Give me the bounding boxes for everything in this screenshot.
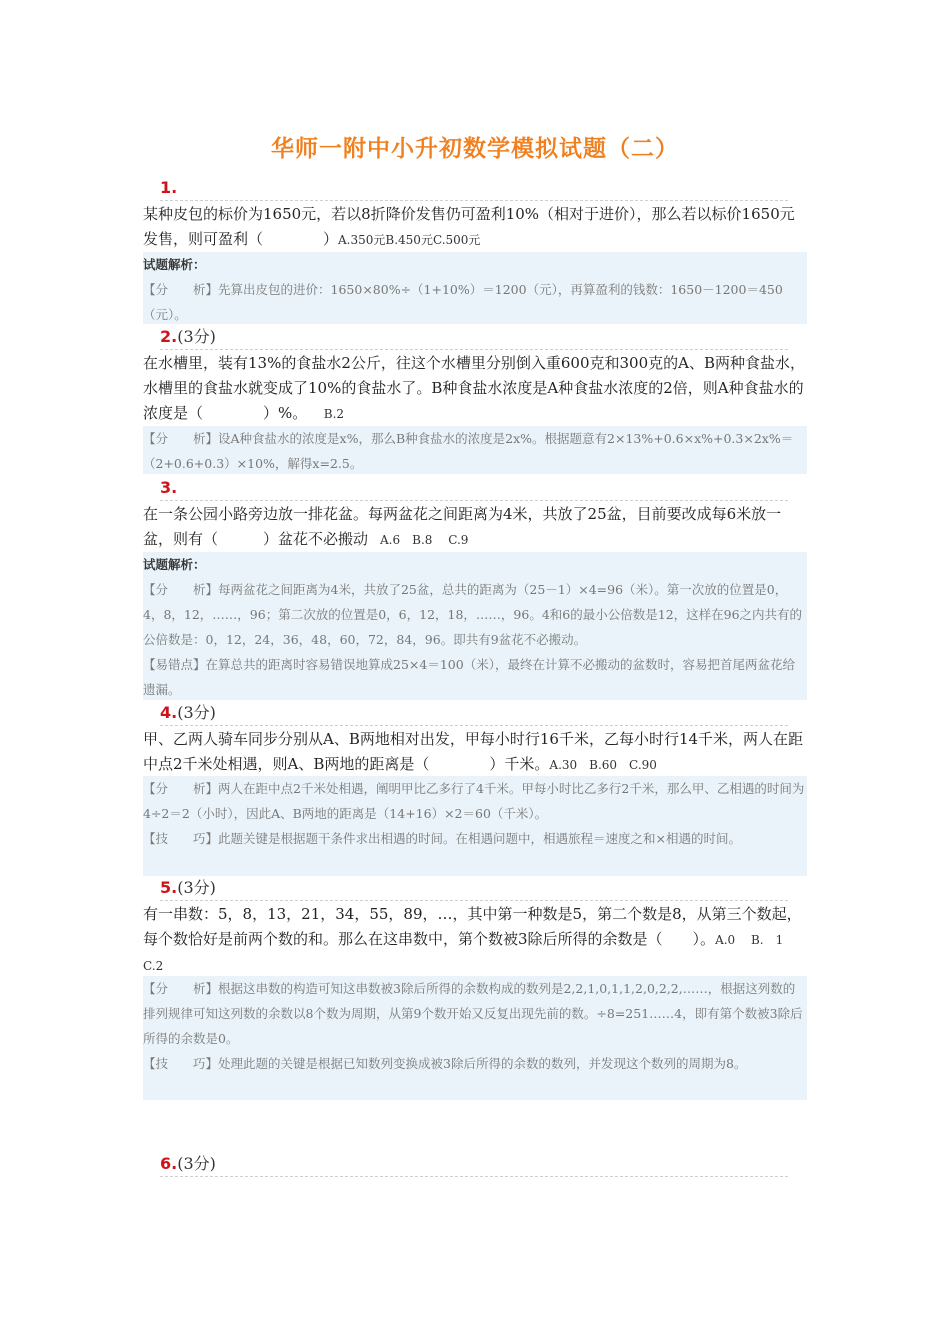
question-5-analysis: [143, 976, 807, 1100]
question-score: (3分): [177, 1154, 216, 1173]
question-3-analysis: [143, 552, 807, 700]
question-number: 3.: [160, 478, 178, 497]
analysis-text: 两人在距中点2千米处相遇，阐明甲比乙多行了4千米。甲每小时比乙多行2千米，那么甲、乙相遇的时间为4÷2＝2（小时），因此A、B两地的距离是（14+16）×2＝60（千米）。: [143, 781, 805, 821]
question-stem: 有一串数：5，8，13，21，34，55，89，…，其中第一种数是5，第二个数是8，从第三个数起，每个数恰好是前两个数的和。那么在这串数中，第个数被3除后所得的余数是（ ）。: [143, 905, 802, 948]
question-1-analysis: [143, 252, 807, 324]
question-options: A.6 B.8 C.9: [368, 533, 469, 547]
question-5-text: [143, 902, 807, 979]
question-3-text: [143, 502, 807, 553]
analysis-paragraph: [143, 776, 807, 826]
question-stem: 某种皮包的标价为1650元，若以8折降价发售仍可盈利10%（相对于进价），那么若以标价1650元发售，则可盈利（ ）: [143, 205, 795, 248]
question-options: A.30 B.60 C.90: [549, 758, 657, 772]
question-options: A.350元B.450元C.500元: [338, 233, 481, 247]
question-stem: 在一条公园小路旁边放一排花盆。每两盆花之间距离为4米，共放了25盆，目前要改成每6米放一盆，则有（ ）盆花不必搬动: [143, 505, 782, 548]
analysis-paragraph: [143, 426, 807, 476]
question-number: 5.: [160, 878, 178, 897]
question-2-analysis: [143, 426, 807, 474]
analysis-paragraph: [143, 1051, 807, 1076]
analysis-paragraph: [143, 826, 807, 851]
page-title: 华师一附中小升初数学模拟试题（二）: [271, 136, 679, 162]
analysis-tag: 【分 析】: [143, 981, 219, 996]
analysis-paragraph: [143, 277, 807, 327]
question-score: (3分): [177, 878, 216, 897]
analysis-paragraph: [143, 577, 807, 652]
analysis-text: 在算总共的距离时容易错误地算成25×4＝100（米），最终在计算不必搬动的盆数时，容易把首尾两盆花给遗漏。: [143, 657, 795, 697]
analysis-text: 根据这串数的构造可知这串数被3除后所得的余数构成的数列是2,2,1,0,1,1,2,0,2,2,……，根据这列数的排列规律可知这列数的余数以8个数为周期，从第9个数开始又反复出现先前的数。÷8=251……4，即有第个数被3除后所得的余数是0。: [143, 981, 803, 1046]
question-options: A.0 B. 1 C.2: [143, 933, 800, 973]
question-number: 4.: [160, 703, 178, 722]
question-4-header: [160, 701, 788, 726]
analysis-title: 试题解析：: [143, 257, 206, 272]
question-4-text: [143, 727, 807, 778]
analysis-text: 每两盆花之间距离为4米，共放了25盆，总共的距离为（25－1）×4=96（米）。第一次放的位置是0，4，8，12，……，96；第二次放的位置是0，6，12，18，……，96。4和6的最小公倍数是12，这样在96之内共有的公倍数是：0，12，24，36，48，60，72，84，96。即共有9盆花不必搬动。: [143, 582, 803, 647]
analysis-tag: 【分 析】: [143, 781, 219, 796]
question-6-header: [160, 1152, 788, 1177]
question-stem: 在水槽里，装有13%的食盐水2公斤，往这个水槽里分别倒入重600克和300克的A、B两种食盐水，水槽里的食盐水就变成了10%的食盐水了。B种食盐水浓度是A种食盐水浓度的2倍，则A种食盐水的浓度是（ ）%。: [143, 354, 806, 422]
question-4-analysis: [143, 776, 807, 876]
analysis-tag: 【分 析】: [143, 582, 219, 597]
analysis-tag: 【技 巧】: [143, 831, 219, 846]
analysis-paragraph: [143, 652, 807, 702]
question-number: 6.: [160, 1154, 178, 1173]
question-number: 1.: [160, 178, 178, 197]
analysis-tag: 【技 巧】: [143, 1056, 219, 1071]
analysis-text: 先算出皮包的进价：1650×80%÷（1+10%）＝1200（元），再算盈利的钱数：1650－1200＝450（元）。: [143, 282, 783, 322]
question-3-header: [160, 476, 788, 501]
analysis-tag: 【分 析】: [143, 431, 219, 446]
question-2-header: [160, 325, 788, 350]
analysis-paragraph: [143, 976, 807, 1051]
question-2-text: [143, 351, 807, 427]
question-1-header: [160, 176, 788, 201]
question-score: (3分): [177, 327, 216, 346]
question-1-text: [143, 202, 807, 253]
analysis-text: 设A种食盐水的浓度是x%，那么B种食盐水的浓度是2x%。根据题意有2×13%+0.6×x%+0.3×2x%＝（2+0.6+0.3）×10%，解得x=2.5。: [143, 431, 794, 471]
question-5-header: [160, 876, 788, 901]
question-options: B.2: [299, 407, 345, 421]
question-score: (3分): [177, 703, 216, 722]
analysis-title: 试题解析：: [143, 557, 206, 572]
analysis-tag: 【分 析】: [143, 282, 219, 297]
question-stem: 甲、乙两人骑车同步分别从A、B两地相对出发，甲每小时行16千米，乙每小时行14千米，两人在距中点2千米处相遇，则A、B两地的距离是（ ）千米。: [143, 730, 804, 773]
analysis-text: 此题关键是根据题干条件求出相遇的时间。在相遇问题中，相遇旅程＝速度之和×相遇的时间。: [218, 831, 741, 846]
question-number: 2.: [160, 327, 178, 346]
analysis-text: 处理此题的关键是根据已知数列变换成被3除后所得的余数的数列，并发现这个数列的周期为8。: [218, 1056, 747, 1071]
analysis-tag: 【易错点】: [143, 657, 206, 672]
